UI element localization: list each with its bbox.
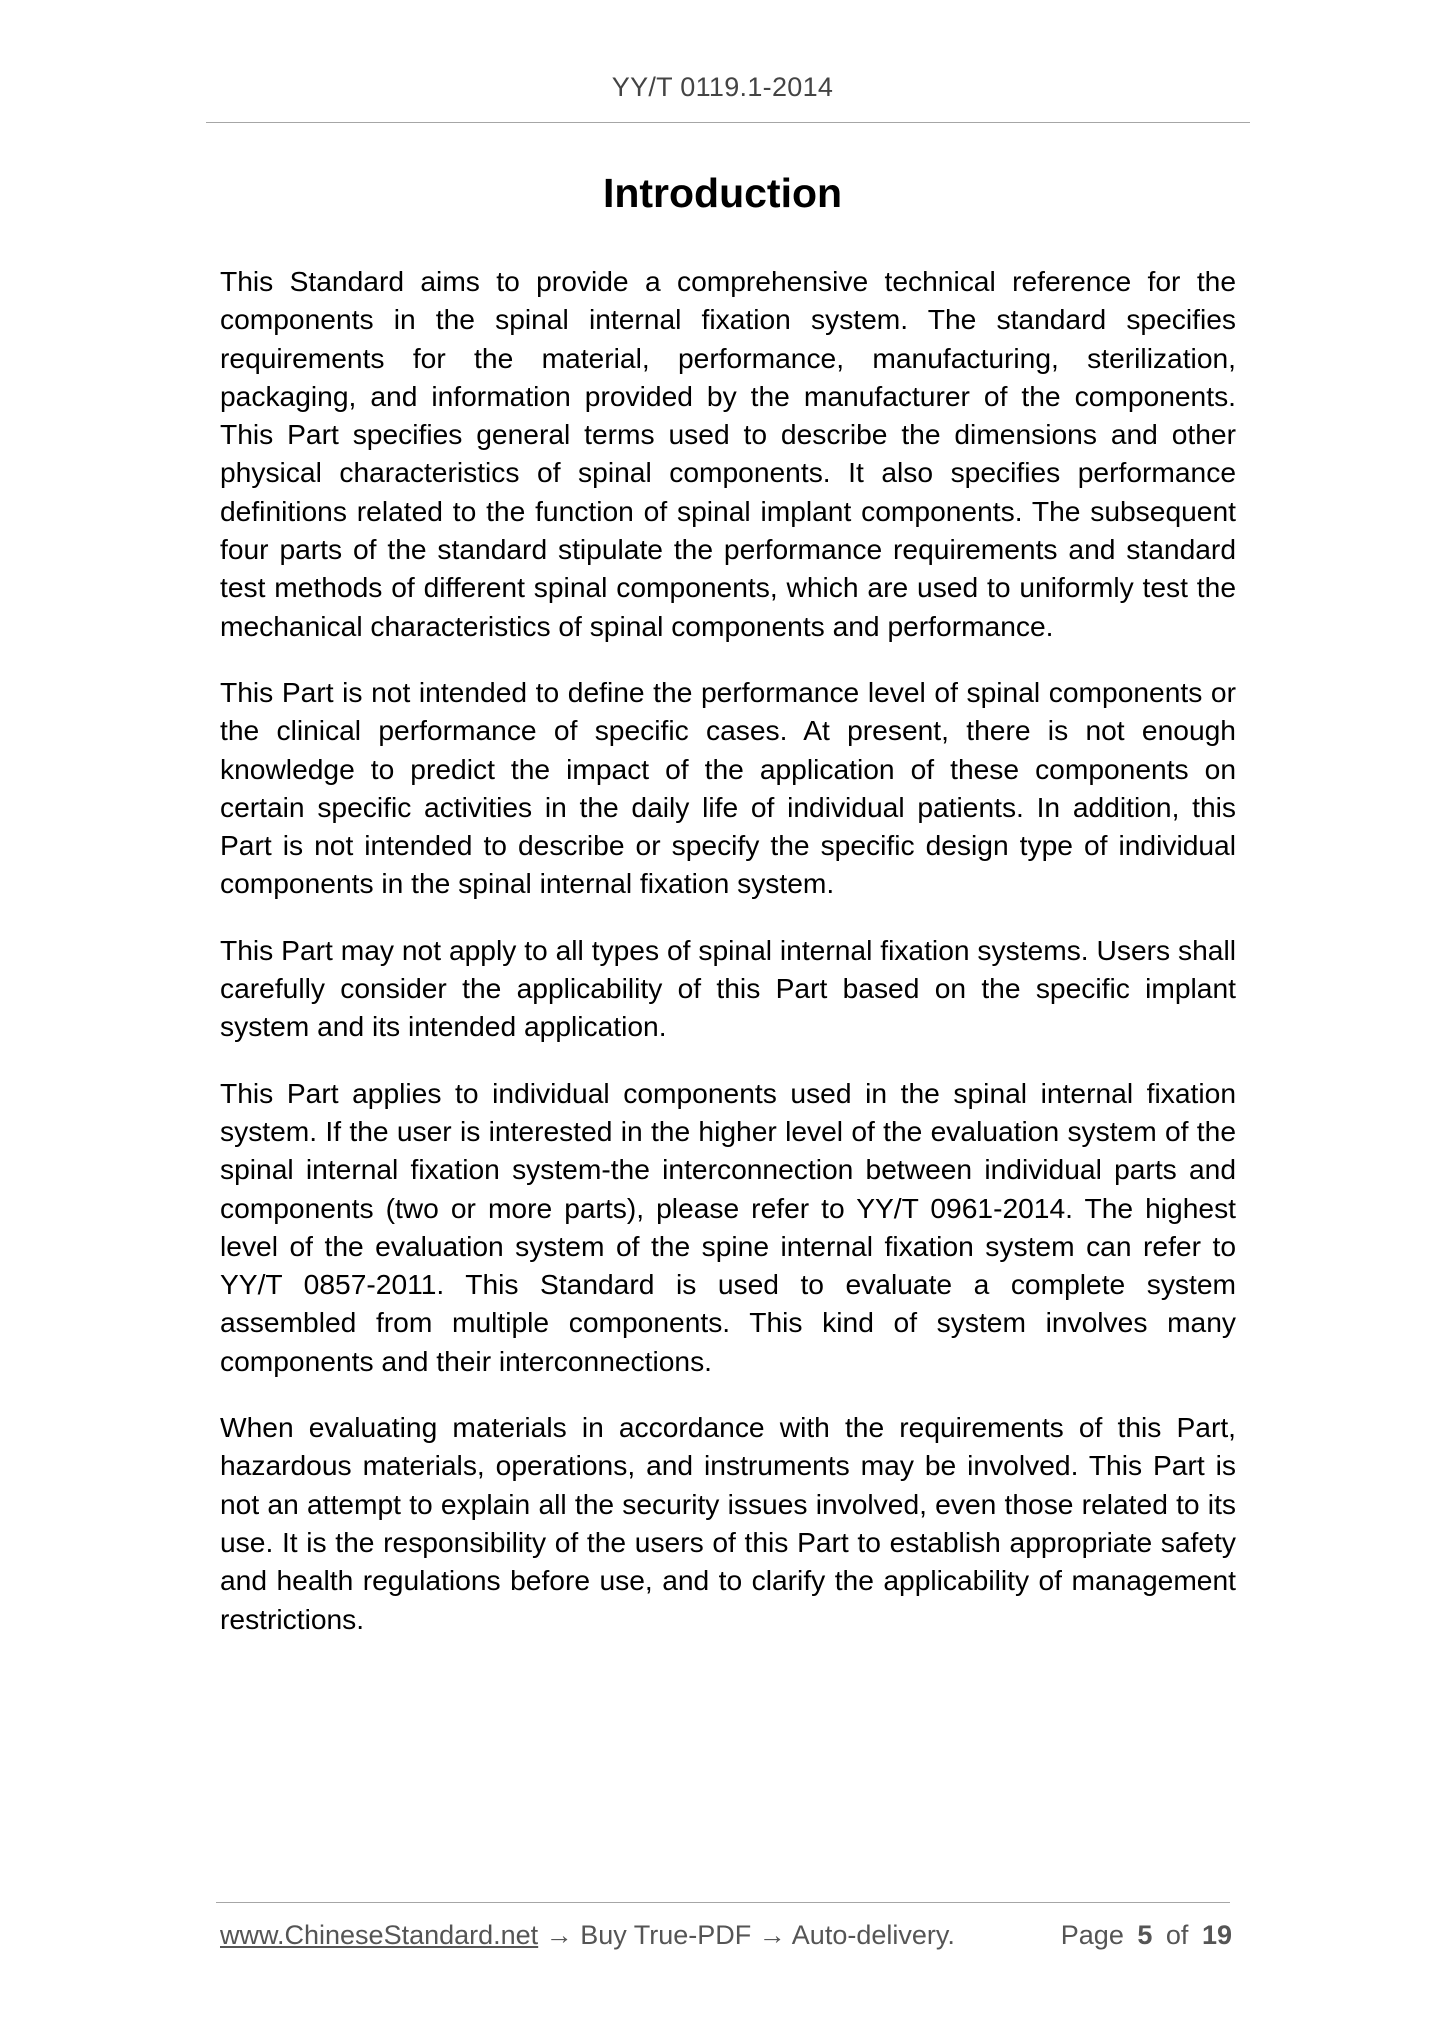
buy-text: Buy True-PDF	[580, 1920, 752, 1950]
header-divider	[206, 122, 1250, 123]
website-link[interactable]: www.ChineseStandard.net	[220, 1920, 539, 1950]
paragraph-1: This Standard aims to provide a comprehensive technical reference for the components in the spinal internal fixation system. The standard specifies requirements for the material, performance, manufacturing, sterilization, packaging, and information provided by the manufacturer of the components. This Part specifies general terms used to describe the dimensions and other physical characteristics of spinal components. It also specifies performance definitions related to the function of spinal implant components. The subsequent four parts of the standard stipulate the performance requirements and standard test methods of different spinal components, which are used to uniformly test the mechanical characteristics of spinal components and performance.	[220, 265, 1236, 642]
footer-divider	[216, 1902, 1230, 1903]
paragraph-3: This Part may not apply to all types of spinal internal fixation systems. Users shall carefully consider the applicability of this Part based on the specific implant system and its intended application.	[220, 933, 1236, 1043]
page-title: Introduction	[602, 170, 843, 216]
footer-promo	[220, 1920, 955, 1951]
paragraph-2: This Part is not intended to define the performance level of spinal components or the clinical performance of specific cases. At present, there is not enough knowledge to predict the impact of the application of these components on certain specific activities in the daily life of individual patients. In addition, this Part is not intended to describe or specify the specific design type of individual components in the spinal internal fixation system.	[220, 675, 1236, 900]
arrow-icon: →	[545, 1920, 573, 1950]
document-id-header: YY/T 0119.1-2014	[611, 72, 834, 102]
arrow-icon: →	[758, 1920, 786, 1950]
page-footer	[220, 1920, 1232, 1951]
paragraph-4: This Part applies to individual components used in the spinal internal fixation system. If the user is interested in the higher level of the evaluation system of the spinal internal fixation system-the interconnection between individual parts and components (two or more parts), please refer to YY/T 0961-2014. The highest level of the evaluation system of the spine internal fixation system can refer to YY/T 0857-2011. This Standard is used to evaluate a complete system assembled from multiple components. This kind of system involves many components and their interconnections.	[220, 1076, 1236, 1377]
paragraph-5: When evaluating materials in accordance with the requirements of this Part, hazardous materials, operations, and instruments may be involved. This Part is not an attempt to explain all the security issues involved, even those related to its use. It is the responsibility of the users of this Part to establish appropriate safety and health regulations before use, and to clarify the applicability of management restrictions.	[220, 1411, 1236, 1635]
page-number	[1061, 1920, 1232, 1951]
page-total: 19	[1201, 1920, 1232, 1950]
page-label: Page	[1060, 1920, 1124, 1950]
body-text	[220, 262, 1236, 1666]
page-of-label: of	[1165, 1920, 1189, 1950]
delivery-text: Auto-delivery.	[791, 1920, 955, 1950]
page-current: 5	[1137, 1920, 1153, 1950]
